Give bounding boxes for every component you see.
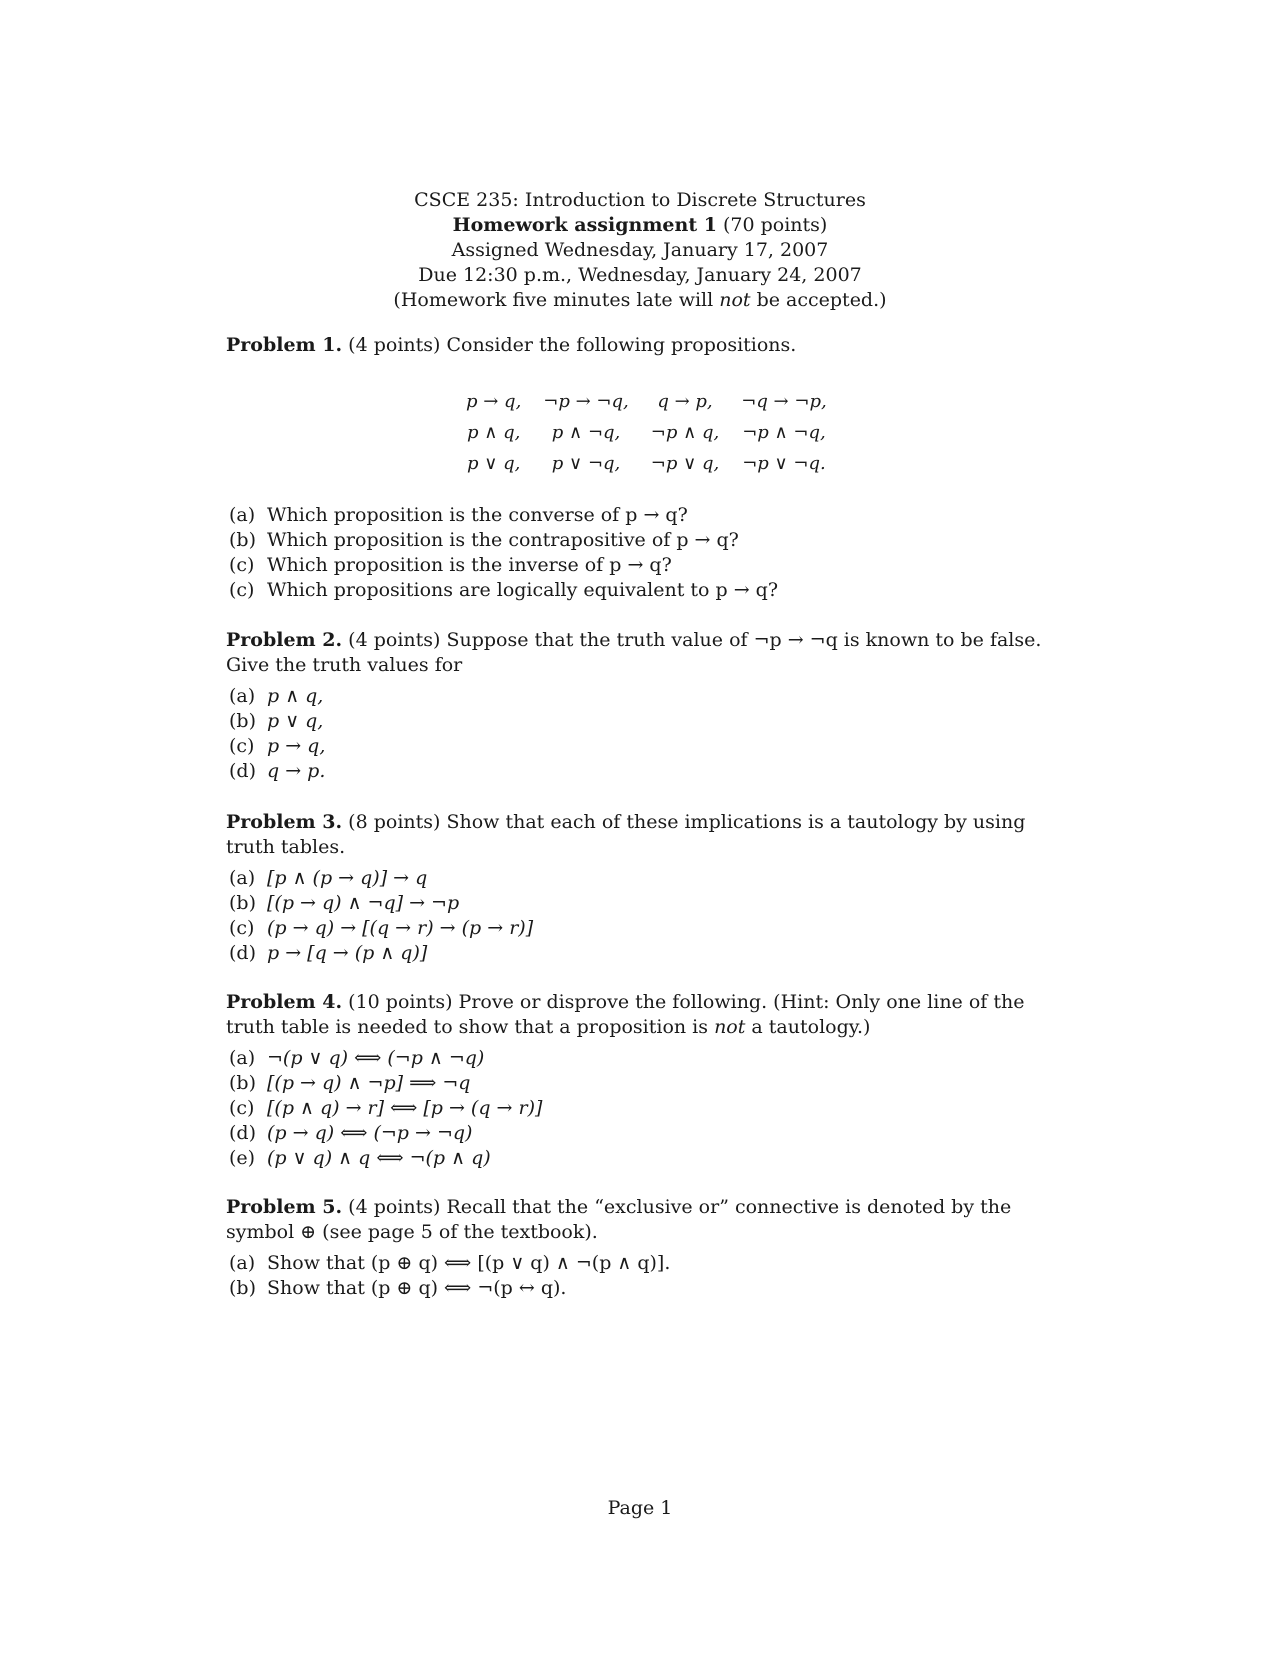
list-item [229, 528, 1054, 553]
problem-4-text-emphasis: not [714, 1016, 746, 1038]
grid-cell: ¬p ∧ q, [650, 422, 720, 443]
item-text: Which proposition is the inverse of p → q? [267, 554, 672, 576]
item-text: p → q, [267, 735, 326, 757]
late-policy [0, 288, 1280, 313]
item-label: (a) [229, 1047, 256, 1069]
problem-4-title: Problem 4. [226, 991, 343, 1013]
grid-cell: ¬q → ¬p, [741, 391, 827, 412]
grid-row [455, 448, 838, 479]
problem-1-items [226, 503, 1054, 603]
item-text: p → [q → (p ∧ q)] [267, 942, 428, 964]
item-label: (c) [229, 1097, 255, 1119]
course-title: CSCE 235: Introduction to Discrete Structures [414, 189, 866, 211]
item-label: (d) [229, 1122, 256, 1144]
item-label: (b) [229, 1072, 256, 1094]
problem-2-text: (4 points) Suppose that the truth value of ¬p → ¬q is known to be false. Give the truth values for [226, 629, 1042, 676]
item-label: (d) [229, 942, 256, 964]
item-text: [(p → q) ∧ ¬p] ⟹ ¬q [267, 1072, 471, 1094]
late-policy-prefix: (Homework five minutes late will [393, 289, 714, 311]
item-label: (b) [229, 892, 256, 914]
item-text: (p → q) → [(q → r) → (p → r)] [267, 917, 534, 939]
grid-row [455, 386, 838, 417]
grid-cell: p ∧ q, [466, 422, 521, 443]
item-label: (a) [229, 1252, 256, 1274]
problem-4-text-suffix: a tautology.) [751, 1016, 871, 1038]
problem-2-title: Problem 2. [226, 629, 343, 651]
problem-1-title: Problem 1. [226, 334, 343, 356]
item-text: (p → q) ⟺ (¬p → ¬q) [267, 1122, 473, 1144]
grid-cell: p → q, [466, 391, 522, 412]
list-item [229, 1046, 1054, 1071]
item-label: (c) [229, 735, 255, 757]
list-item [229, 1121, 1054, 1146]
item-text: q → p. [267, 760, 326, 782]
problem-5-text: (4 points) Recall that the “exclusive or” connective is denoted by the symbol ⊕ (see page 5 of the textbook). [226, 1196, 1012, 1243]
item-text: Which proposition is the converse of p → q? [267, 504, 688, 526]
item-text: [(p ∧ q) → r] ⟺ [p → (q → r)] [267, 1097, 543, 1119]
item-label: (b) [229, 529, 256, 551]
due-date: Due 12:30 p.m., Wednesday, January 24, 2007 [418, 264, 862, 286]
grid-cell: ¬p → ¬q, [543, 391, 629, 412]
grid-cell: p ∧ ¬q, [551, 422, 621, 443]
item-label: (c) [229, 579, 255, 601]
item-text: [(p → q) ∧ ¬q] → ¬p [267, 892, 460, 914]
item-text: p ∧ q, [267, 685, 324, 707]
item-label: (b) [229, 710, 256, 732]
grid-cell: ¬p ∨ ¬q. [742, 453, 826, 474]
item-label: (d) [229, 760, 256, 782]
list-item [229, 759, 1054, 784]
problem-1 [226, 333, 1054, 358]
grid-cell: q → p, [657, 391, 713, 412]
item-label: (a) [229, 504, 256, 526]
list-item [229, 578, 1054, 603]
item-text: Show that (p ⊕ q) ⟺ [(p ∨ q) ∧ ¬(p ∧ q)]. [267, 1252, 671, 1274]
list-item [229, 503, 1054, 528]
item-label: (a) [229, 685, 256, 707]
item-label: (a) [229, 867, 256, 889]
problem-2 [226, 628, 1054, 784]
item-text: ¬(p ∨ q) ⟺ (¬p ∧ ¬q) [267, 1047, 485, 1069]
item-label: (e) [229, 1147, 256, 1169]
item-text: Show that (p ⊕ q) ⟺ ¬(p ↔ q). [267, 1277, 567, 1299]
grid-cell: p ∨ ¬q, [551, 453, 621, 474]
item-text: Which proposition is the contrapositive of p → q? [267, 529, 739, 551]
assigned-date: Assigned Wednesday, January 17, 2007 [451, 239, 829, 261]
assignment-title-bold: Homework assignment 1 [452, 214, 717, 236]
proposition-grid [455, 386, 838, 479]
item-text: p ∨ q, [267, 710, 324, 732]
list-item [229, 941, 1054, 966]
problem-4-text-prefix: (10 points) Prove or disprove the following. (Hint: Only one line of the truth table is needed to show that a proposition is [226, 991, 1025, 1038]
item-label: (c) [229, 917, 255, 939]
grid-cell: ¬p ∨ q, [650, 453, 720, 474]
list-item [229, 916, 1054, 941]
list-item [229, 709, 1054, 734]
grid-row [455, 417, 838, 448]
late-policy-emphasis: not [719, 289, 751, 311]
list-item [229, 684, 1054, 709]
list-item [229, 1146, 1054, 1171]
item-label: (c) [229, 554, 255, 576]
list-item [229, 1276, 1054, 1301]
assignment-header [0, 188, 1280, 313]
problem-3-title: Problem 3. [226, 811, 343, 833]
problem-1-text: (4 points) Consider the following propositions. [348, 334, 797, 356]
list-item [229, 1251, 1054, 1276]
problem-4 [226, 990, 1054, 1171]
list-item [229, 891, 1054, 916]
late-policy-suffix: be accepted.) [756, 289, 887, 311]
page-number: Page 1 [607, 1497, 673, 1519]
list-item [229, 866, 1054, 891]
list-item [229, 1096, 1054, 1121]
list-item [229, 553, 1054, 578]
problem-3 [226, 810, 1054, 966]
problem-5 [226, 1195, 1054, 1301]
item-text: (p ∨ q) ∧ q ⟺ ¬(p ∧ q) [267, 1147, 491, 1169]
item-text: Which propositions are logically equivalent to p → q? [267, 579, 779, 601]
list-item [229, 734, 1054, 759]
item-label: (b) [229, 1277, 256, 1299]
problem-3-text: (8 points) Show that each of these implications is a tautology by using truth tables. [226, 811, 1026, 858]
grid-cell: ¬p ∧ ¬q, [742, 422, 826, 443]
grid-cell: p ∨ q, [466, 453, 521, 474]
assignment-title [0, 213, 1280, 238]
item-text: [p ∧ (p → q)] → q [267, 867, 428, 889]
problem-5-title: Problem 5. [226, 1196, 343, 1218]
assignment-points: (70 points) [722, 214, 828, 236]
list-item [229, 1071, 1054, 1096]
